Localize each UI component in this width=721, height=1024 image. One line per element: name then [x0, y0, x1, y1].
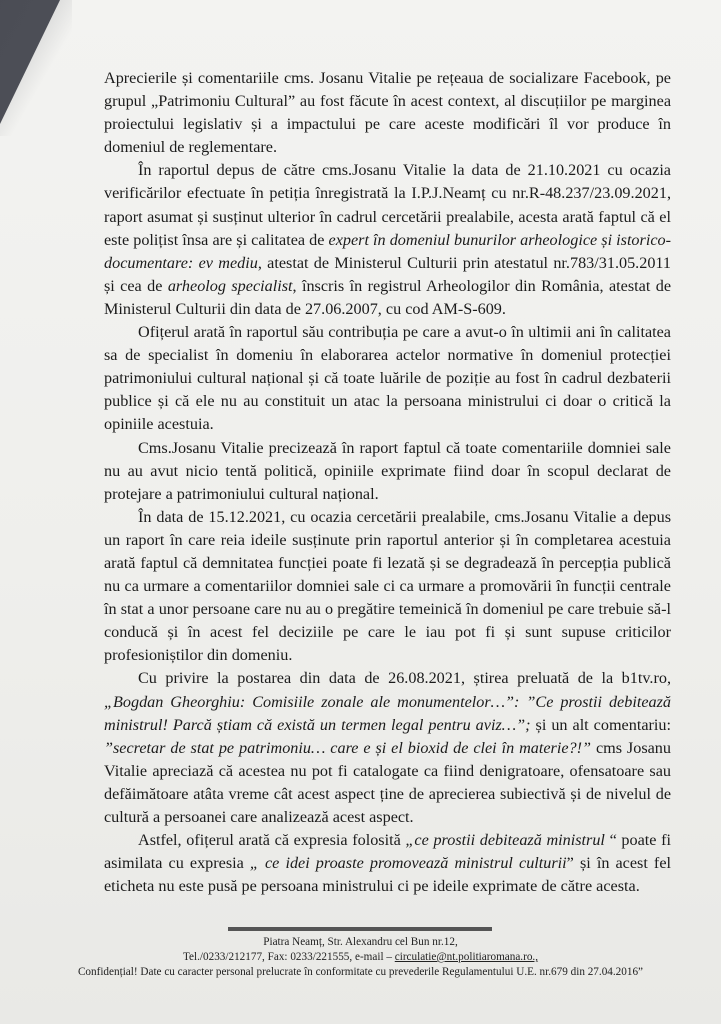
paragraph-7-text: „ ce idei proaste promovează ministrul culturii	[249, 854, 567, 873]
paragraph-7	[104, 829, 671, 898]
paragraph-7-text: “ poate fi asimilata cu expresia	[104, 831, 671, 873]
footer-address: Piatra Neamț, Str. Alexandru cel Bun nr.12,	[263, 936, 458, 948]
paragraph-4	[104, 437, 671, 506]
paragraph-6-text: ”secretar de stat pe patrimoniu… care e și el bioxid de clei în materie?!”	[104, 738, 592, 757]
footer-phone-fax: Tel./0233/212177, Fax: 0233/221555, e-mail –	[182, 951, 395, 963]
paragraph-2-text: În raportul depus de către cms.Josanu Vitalie la data de 21.10.2021 cu ocazia verificărilor efectuate în petiția înregistrată la I.P.J.Neamț cu nr.R-48.237/23.09.2021, raport asumat și susținut ulterior în cadrul cercetării prealabile, acesta arată faptul că el este polițist însa are și calitatea de	[104, 161, 671, 249]
paragraph-2	[104, 159, 671, 321]
paragraph-6	[104, 667, 671, 829]
paragraph-7-text: ” și în acest fel eticheta nu este pusă pe persoana ministrului ci pe ideile exprimate de către acesta.	[104, 854, 672, 896]
paragraph-6-text: și un alt comentariu:	[530, 715, 671, 734]
paragraph-1	[104, 67, 671, 159]
paragraph-2-text: expert în domeniul bunurilor arheologice și istorico-documentare: ev mediu	[104, 230, 671, 272]
paragraph-3-text: Ofițerul arată în raportul său contribuția pe care a avut-o în ultimii ani în calitatea sa de specialist în domeniu în elaborarea actelor normative în domeniul protecției patrimoniului cultural național și că toate luările de poziție au fost în cadrul dezbaterii publice și că ele nu au constituit un atac la persoana ministrului ci doar o critică la opiniile acestuia.	[104, 323, 671, 434]
paragraph-1-text: Aprecierile și comentariile cms. Josanu Vitalie pe rețeaua de socializare Facebook, pe grupul „Patrimoniu Cultural” au fost făcute în acest context, al discuțiilor pe marginea proiectului legislativ și a impactului pe care aceste modificări îl vor produce în domeniul de reglementare.	[104, 69, 671, 157]
page-footer	[60, 935, 661, 980]
paragraph-5-text: În data de 15.12.2021, cu ocazia cercetării prealabile, cms.Josanu Vitalie a depus un raport în care reia ideile susținute prin raportul anterior și în completarea acestuia arată faptul că demnitatea funcției poate fi lezată și se degradează în percepția publică nu ca urmare a comentariilor domniei sale ci ca urmare a promovării în funcții centrale în stat a unor persoane care nu au o pregătire temeinică în domeniul pe care trebuie să-l conducă și în acest fel deciziile pe care le iau pot fi și sunt supuse criticilor profesioniștilor din domeniu.	[104, 507, 671, 665]
footer-divider	[228, 927, 492, 931]
paragraph-3	[104, 321, 671, 436]
paragraph-5	[104, 506, 671, 668]
footer-confidential-notice: Confidențial! Date cu caracter personal prelucrate în conformitate cu prevederile Regulamentului U.E. nr.679 din 27.04.2016”	[77, 966, 644, 978]
paragraph-6-text: „Bogdan Gheorghiu: Comisiile zonale ale monumentelor…”: ”Ce prostii debitează ministrul! Parcă știam că există un termen legal pentru aviz…”;	[104, 692, 671, 734]
page-corner-shade	[0, 0, 72, 136]
footer-contact	[60, 950, 661, 965]
paragraph-7-text: Astfel, ofițerul arată că expresia folosită	[138, 831, 406, 850]
paragraph-7-text: „ce prostii debitează ministrul	[405, 831, 605, 850]
paragraph-2-text: , înscris în registrul Arheologilor din România, atestat de Ministerul Culturii din data de 27.06.2007, cu cod AM-S-609.	[104, 276, 671, 318]
paragraph-6-text: Cu privire la postarea din data de 26.08.2021, știrea preluată de la b1tv.ro,	[138, 669, 671, 688]
paragraph-2-text: , atestat de Ministerul Culturii prin atestatul nr.783/31.05.2011 și cea de	[104, 253, 671, 295]
paragraph-4-text: Cms.Josanu Vitalie precizează în raport faptul că toate comentariile domniei sale nu au avut nicio tentă politică, opiniile exprimate fiind doar în scopul declarat de protejare a patrimoniului cultural național.	[104, 438, 671, 503]
document-body	[104, 67, 671, 898]
paragraph-6-text: cms Josanu Vitalie apreciază că acestea nu pot fi catalogate ca fiind denigratoare, ofensatoare sau defăimătoare atâta vreme cât acest aspect ține de aprecierea subiectivă și de nivelul de cultură a persoanei care analizează acest aspect.	[104, 738, 671, 826]
paragraph-2-text: arheolog specialist	[167, 276, 293, 295]
footer-email-link[interactable]: circulatie@nt.politiaromana.ro.,	[394, 951, 539, 963]
